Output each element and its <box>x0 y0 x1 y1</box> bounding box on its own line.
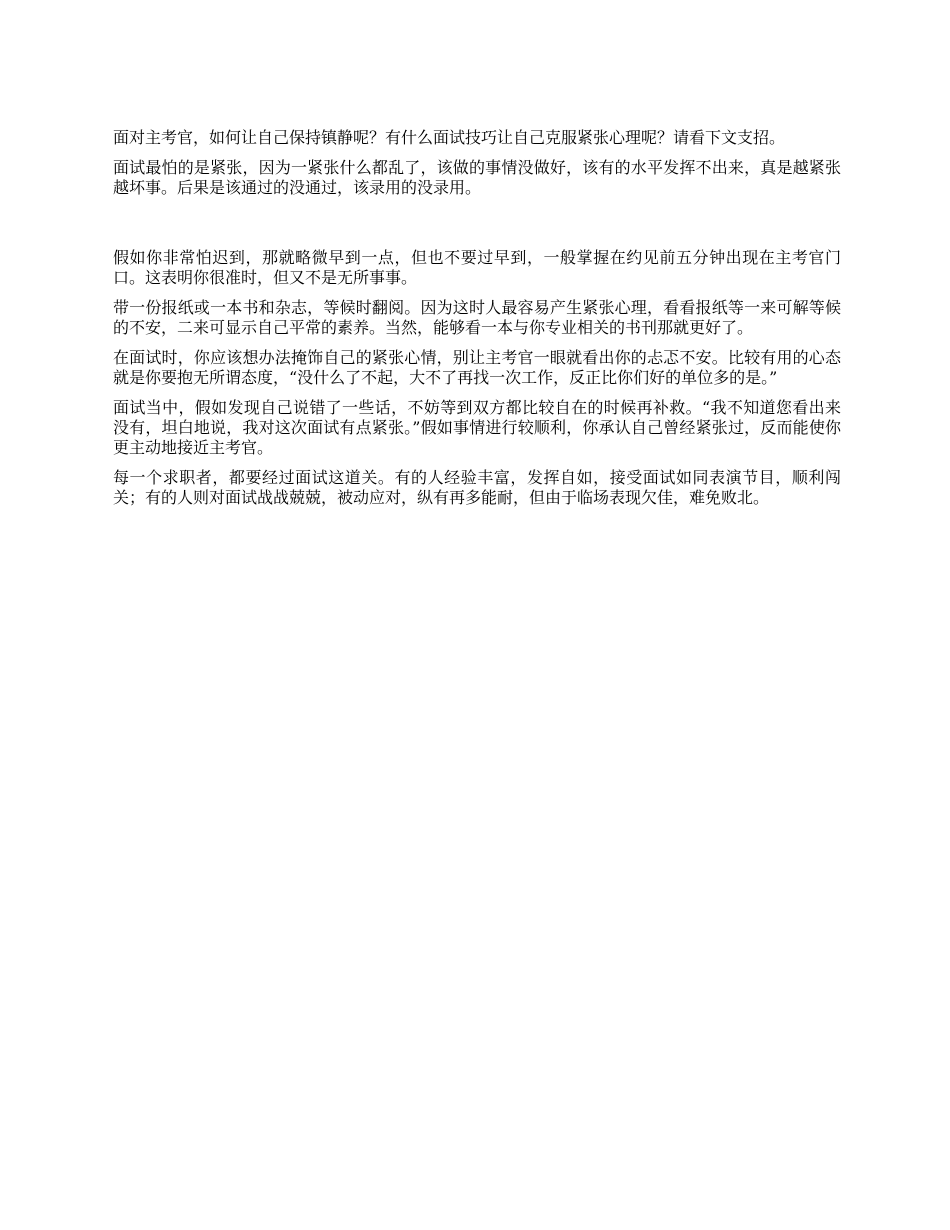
paragraph-remedy-mistakes: 面试当中，假如发现自己说错了一些话，不妨等到双方都比较自在的时候再补救。“我不知道您看出来没有，坦白地说，我对这次面试有点紧张。”假如事情进行较顺利，你承认自己曾经紧张过，反而能使你更主动地接近主考官。 <box>113 398 841 457</box>
paragraph-arrive-early: 假如你非常怕迟到，那就略微早到一点，但也不要过早到，一般掌握在约见前五分钟出现在主考官门口。这表明你很准时，但又不是无所事事。 <box>113 248 841 287</box>
paragraph-conclusion: 每一个求职者，都要经过面试这道关。有的人经验丰富，发挥自如，接受面试如同表演节目，顺利闯关；有的人则对面试战战兢兢，被动应对，纵有再多能耐，但由于临场表现欠佳，难免败北。 <box>113 468 841 507</box>
paragraph-nervousness: 面试最怕的是紧张，因为一紧张什么都乱了，该做的事情没做好，该有的水平发挥不出来，真是越紧张越坏事。后果是该通过的没通过，该录用的没录用。 <box>113 158 841 197</box>
section-gap <box>113 208 841 248</box>
paragraph-hide-nerves: 在面试时，你应该想办法掩饰自己的紧张心情，别让主考官一眼就看出你的忐忑不安。比较有用的心态就是你要抱无所谓态度，“没什么了不起，大不了再找一次工作，反正比你们好的单位多的是。” <box>113 348 841 387</box>
paragraph-bring-reading: 带一份报纸或一本书和杂志，等候时翻阅。因为这时人最容易产生紧张心理，看看报纸等一来可解等候的不安，二来可显示自己平常的素养。当然，能够看一本与你专业相关的书刊那就更好了。 <box>113 298 841 337</box>
paragraph-intro: 面对主考官，如何让自己保持镇静呢？有什么面试技巧让自己克服紧张心理呢？请看下文支招。 <box>113 128 786 147</box>
document-body <box>113 128 841 518</box>
